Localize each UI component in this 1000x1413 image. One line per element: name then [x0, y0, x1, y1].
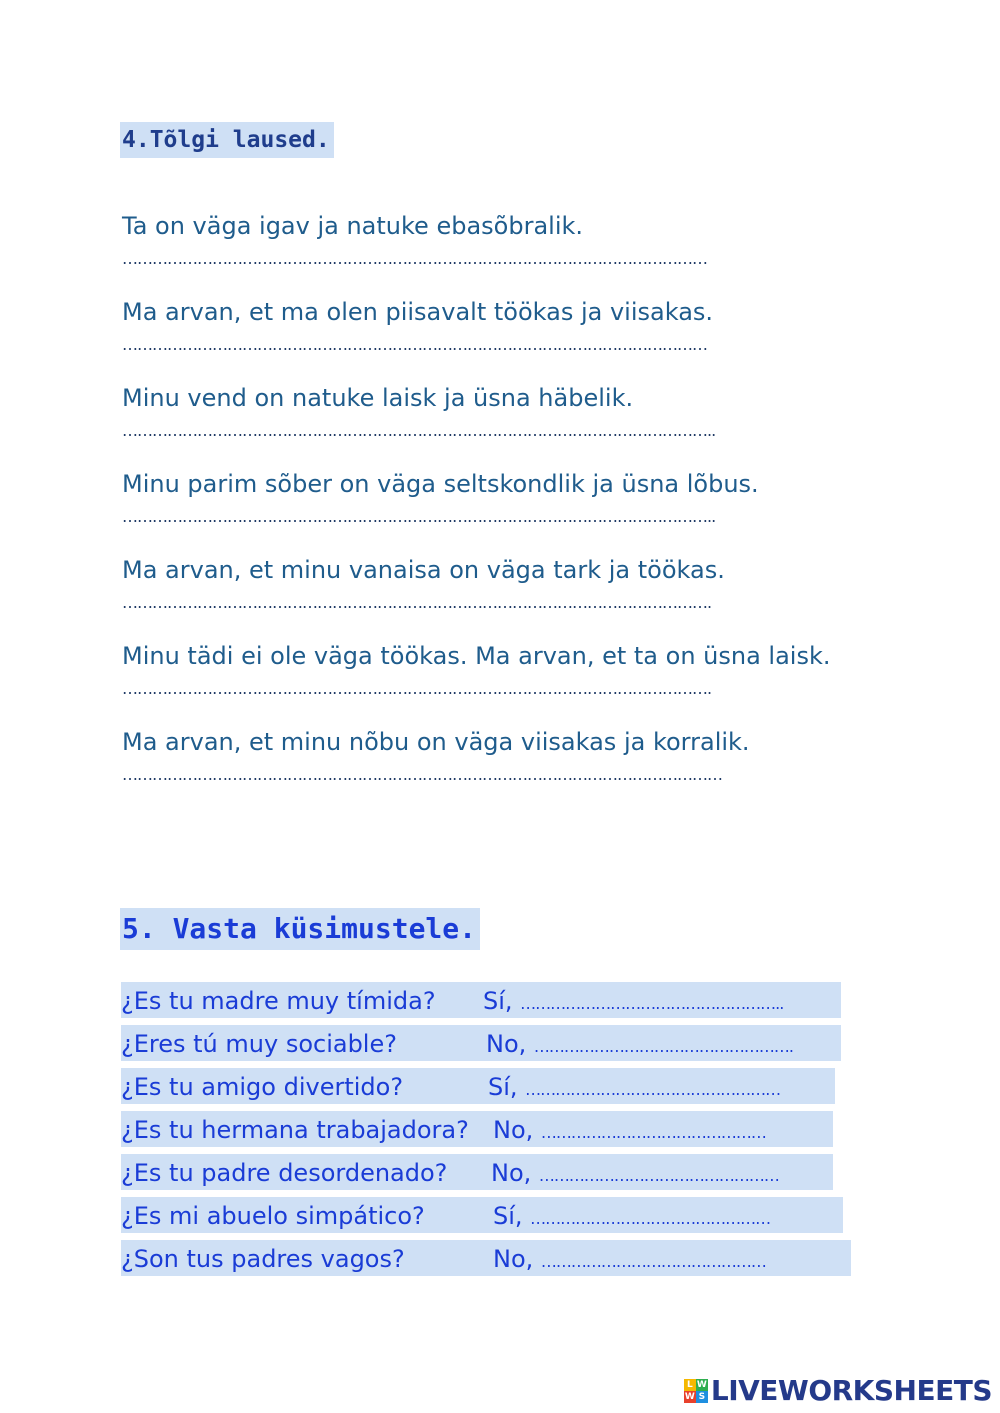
sentence-text: Minu tädi ei ole väga töökas. Ma arvan, et ta on üsna laisk.	[122, 642, 831, 670]
section-5-heading: 5. Vasta küsimustele.	[120, 908, 480, 950]
liveworksheets-logo-icon	[684, 1379, 708, 1403]
question-text: ¿Es tu hermana trabajadora?	[121, 1116, 469, 1144]
question-text: ¿Son tus padres vagos?	[121, 1245, 405, 1273]
logo-mark-tile: S	[696, 1391, 708, 1403]
question-row	[121, 982, 861, 1025]
answer-line[interactable]: ……………………………………………………………………………………………………….	[122, 593, 712, 612]
answer-line[interactable]: ………………………………………………………………………………………………………	[122, 249, 707, 268]
sentence-text: Ma arvan, et minu nõbu on väga viisakas ja korralik.	[122, 728, 750, 756]
answer-start: No,	[493, 1245, 534, 1273]
answer-line[interactable]: …………………………………………….	[533, 1037, 793, 1056]
answer-start: Sí,	[493, 1202, 523, 1230]
answer-line[interactable]: ……………………………………………	[525, 1080, 781, 1099]
answer-line[interactable]: ……………………………………………..	[520, 994, 784, 1013]
sentence-item	[122, 722, 862, 808]
answer-line[interactable]: ………………………………………………………………………………………………………..	[122, 421, 716, 440]
answer-field[interactable]	[493, 1240, 766, 1281]
answer-line[interactable]: …………………………………………………………………………………………………………	[122, 765, 722, 784]
sentence-item	[122, 292, 862, 378]
question-list	[121, 982, 861, 1283]
logo-text: LIVEWORKSHEETS	[710, 1374, 992, 1407]
question-text: ¿Es mi abuelo simpático?	[121, 1202, 425, 1230]
answer-field[interactable]	[488, 1068, 780, 1109]
answer-line[interactable]: ………………………………………	[540, 1123, 766, 1142]
logo-mark-tile: W	[696, 1379, 707, 1390]
question-row	[121, 1154, 861, 1197]
answer-field[interactable]	[491, 1154, 779, 1195]
answer-start: No,	[491, 1159, 532, 1187]
answer-line[interactable]: ……………………………………………………………………………………………………….	[122, 679, 712, 698]
question-row	[121, 1240, 861, 1283]
sentence-item	[122, 550, 862, 636]
sentence-text: Minu parim sõber on väga seltskondlik ja üsna lõbus.	[122, 470, 759, 498]
answer-line[interactable]: …………………………………………	[530, 1209, 771, 1228]
answer-field[interactable]	[493, 1197, 770, 1238]
answer-start: No,	[486, 1030, 527, 1058]
answer-start: Sí,	[483, 987, 513, 1015]
sentence-item	[122, 378, 862, 464]
question-row	[121, 1197, 861, 1240]
sentence-item	[122, 636, 862, 722]
logo-mark-tile: L	[684, 1379, 696, 1391]
answer-start: Sí,	[488, 1073, 518, 1101]
logo-mark-tile: W	[684, 1391, 695, 1402]
answer-line[interactable]: ………………………………………………………………………………………………………..	[122, 507, 716, 526]
sentence-text: Minu vend on natuke laisk ja üsna häbelik.	[122, 384, 634, 412]
question-text: ¿Es tu padre desordenado?	[121, 1159, 448, 1187]
question-text: ¿Eres tú muy sociable?	[121, 1030, 397, 1058]
question-row	[121, 1068, 861, 1111]
liveworksheets-logo	[684, 1374, 992, 1407]
sentence-item	[122, 464, 862, 550]
answer-field[interactable]	[483, 982, 783, 1023]
translation-sentences	[122, 206, 862, 808]
section-4-heading: 4.Tõlgi laused.	[120, 122, 334, 158]
answer-line[interactable]: ………………………………………………………………………………………………………	[122, 335, 707, 354]
sentence-text: Ta on väga igav ja natuke ebasõbralik.	[122, 212, 584, 240]
sentence-text: Ma arvan, et ma olen piisavalt töökas ja viisakas.	[122, 298, 714, 326]
answer-field[interactable]	[486, 1025, 793, 1066]
answer-field[interactable]	[493, 1111, 766, 1152]
answer-line[interactable]: ………………………………………	[540, 1252, 766, 1271]
sentence-text: Ma arvan, et minu vanaisa on väga tark ja töökas.	[122, 556, 725, 584]
sentence-item	[122, 206, 862, 292]
question-text: ¿Es tu amigo divertido?	[121, 1073, 404, 1101]
answer-start: No,	[493, 1116, 534, 1144]
question-row	[121, 1025, 861, 1068]
question-row	[121, 1111, 861, 1154]
answer-line[interactable]: …………………………………………	[538, 1166, 779, 1185]
question-text: ¿Es tu madre muy tímida?	[121, 987, 436, 1015]
